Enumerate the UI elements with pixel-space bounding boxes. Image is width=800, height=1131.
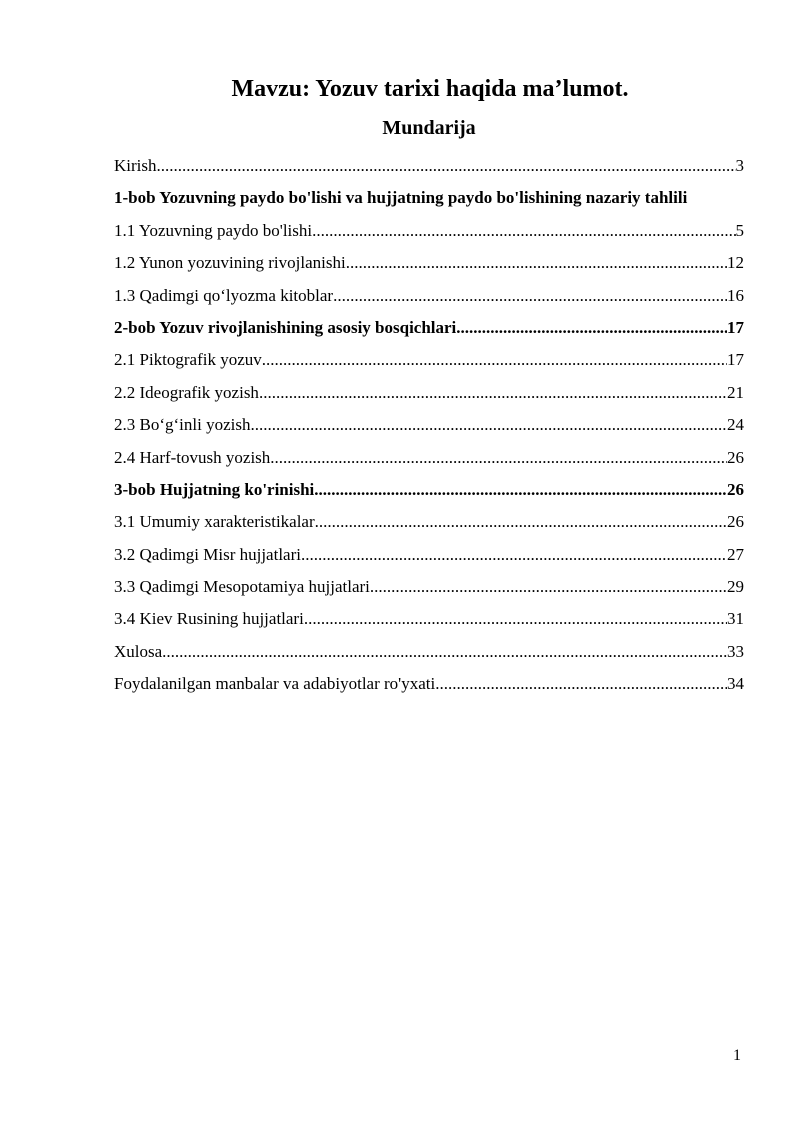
- toc-entry-label: 1-bob Yozuvning paydo bo'lishi va hujjatning paydo bo'lishining nazariy tahlili: [114, 188, 688, 208]
- toc-entry-label: 2.4 Harf-tovush yozish: [114, 447, 271, 467]
- toc-leader-dots: [301, 544, 727, 566]
- toc-leader-dots: [157, 155, 736, 177]
- toc-entry[interactable]: [114, 414, 744, 446]
- toc-entry[interactable]: [114, 220, 744, 252]
- table-of-contents: [114, 155, 744, 706]
- toc-entry[interactable]: [114, 447, 744, 479]
- toc-entry-label: 3.3 Qadimgi Mesopotamiya hujjatlari: [114, 577, 370, 597]
- toc-entry-label: 2-bob Yozuv rivojlanishining asosiy bosqichlari: [114, 317, 457, 337]
- toc-entry-page: 26: [727, 512, 744, 532]
- toc-leader-dots: [250, 414, 727, 436]
- toc-entry-label: 1.3 Qadimgi qo‘lyozma kitoblar: [114, 285, 334, 305]
- toc-leader-dots: [270, 447, 727, 469]
- toc-entry-page: 24: [727, 415, 744, 435]
- toc-entry-label: 2.2 Ideografik yozish: [114, 382, 259, 402]
- toc-entry-page: 33: [727, 641, 744, 661]
- toc-entry-page: 27: [727, 544, 744, 564]
- toc-chapter-entry[interactable]: [114, 479, 744, 511]
- toc-entry-label: 1.2 Yunon yozuvining rivojlanishi: [114, 253, 346, 273]
- toc-entry-page: 16: [727, 285, 744, 305]
- toc-entry-label: Xulosa: [114, 641, 163, 661]
- toc-entry-page: 26: [727, 447, 744, 467]
- toc-entry[interactable]: [114, 576, 744, 608]
- toc-entry-label: 2.3 Bo‘g‘inli yozish: [114, 415, 251, 435]
- toc-entry[interactable]: [114, 155, 744, 187]
- toc-entry-label: Kirish: [114, 156, 157, 175]
- page-number: 1: [733, 1047, 741, 1064]
- toc-leader-dots: [435, 673, 727, 695]
- toc-leader-dots: [315, 511, 727, 533]
- toc-entry[interactable]: [114, 252, 744, 284]
- toc-entry[interactable]: [114, 544, 744, 576]
- toc-entry[interactable]: [114, 673, 744, 705]
- toc-entry-page: 12: [727, 253, 744, 273]
- document-title: Mavzu: Yozuv tarixi haqida ma’lumot.: [231, 76, 629, 102]
- toc-leader-dots: [456, 317, 727, 339]
- toc-entry-page: 17: [727, 350, 744, 370]
- toc-entry-label: 1.1 Yozuvning paydo bo'lishi: [114, 220, 313, 240]
- toc-entry[interactable]: [114, 641, 744, 673]
- toc-leader-dots: [370, 576, 727, 598]
- toc-chapter-entry[interactable]: [114, 317, 744, 349]
- toc-leader-dots: [162, 641, 727, 663]
- toc-leader-dots: [314, 479, 727, 501]
- toc-entry[interactable]: [114, 349, 744, 381]
- toc-entry-page: 17: [727, 317, 744, 337]
- toc-entry-page: 34: [727, 674, 744, 694]
- toc-entry-label: 3.1 Umumiy xarakteristikalar: [114, 512, 315, 532]
- toc-leader-dots: [259, 382, 727, 404]
- toc-entry-label: 3.2 Qadimgi Misr hujjatlari: [114, 544, 301, 564]
- toc-entry-label: 3.4 Kiev Rusining hujjatlari: [114, 609, 304, 629]
- toc-entry-label: Foydalanilgan manbalar va adabiyotlar ro'yxati: [114, 674, 436, 694]
- toc-chapter-entry[interactable]: [114, 187, 744, 219]
- toc-entry-page: 21: [727, 382, 744, 402]
- toc-entry-page: 26: [727, 479, 744, 499]
- toc-leader-dots: [262, 349, 727, 371]
- toc-leader-dots: [304, 608, 727, 630]
- toc-entry[interactable]: [114, 382, 744, 414]
- toc-entry-label: 2.1 Piktografik yozuv: [114, 350, 262, 370]
- toc-heading: Mundarija: [382, 117, 476, 139]
- toc-leader-dots: [346, 252, 727, 274]
- toc-entry-page: 3: [735, 156, 744, 175]
- toc-leader-dots: [333, 285, 727, 307]
- toc-entry[interactable]: [114, 511, 744, 543]
- toc-entry-page: 5: [735, 220, 744, 240]
- toc-entry-page: 29: [727, 577, 744, 597]
- toc-entry[interactable]: [114, 608, 744, 640]
- toc-leader-dots: [312, 220, 735, 242]
- toc-entry-label: 3-bob Hujjatning ko'rinishi: [114, 479, 315, 499]
- toc-entry-page: 31: [727, 609, 744, 629]
- toc-entry[interactable]: [114, 285, 744, 317]
